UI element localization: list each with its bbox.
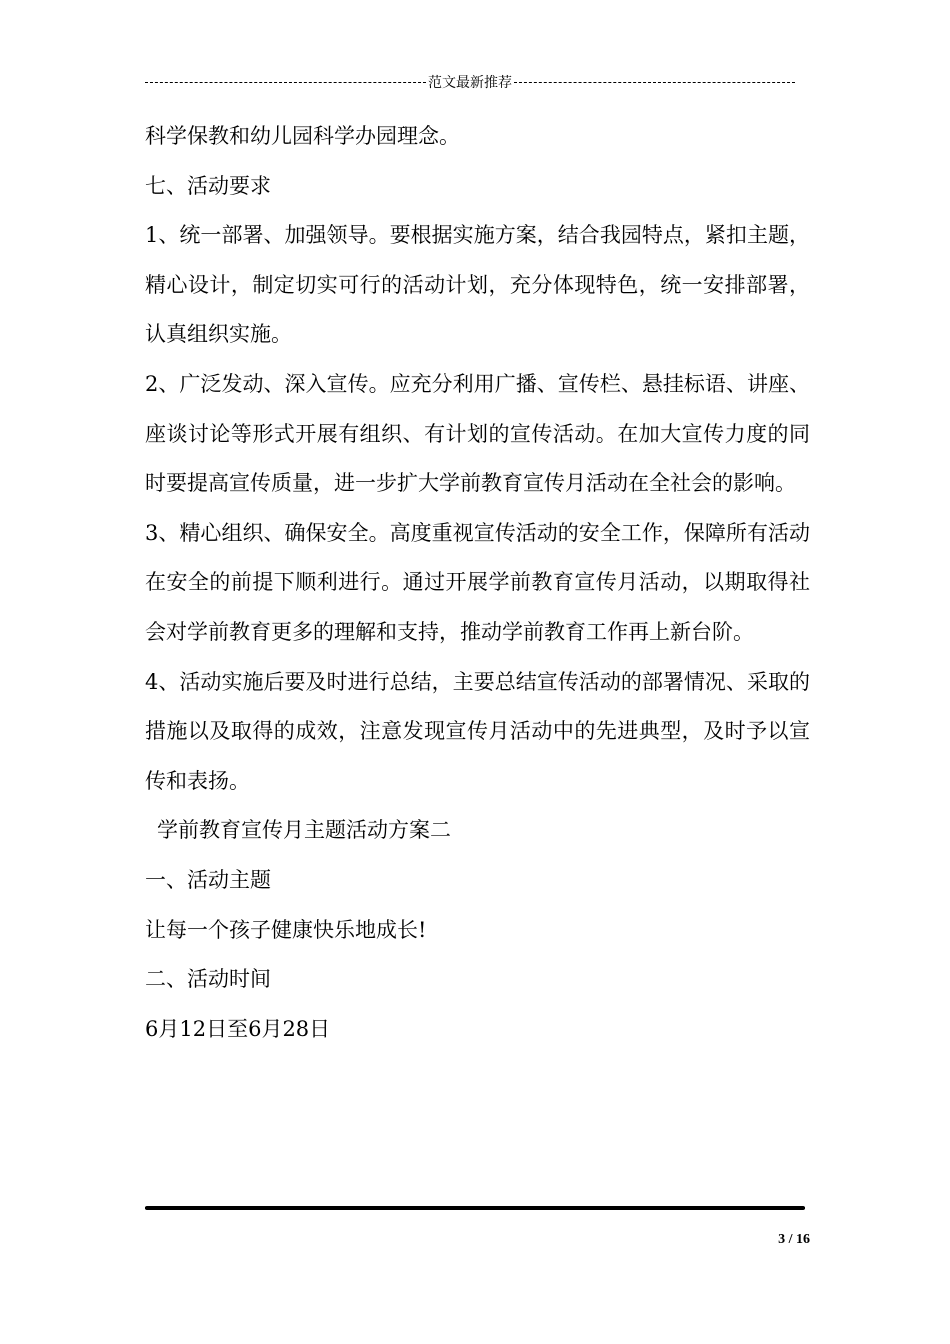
plan-two-title: 学前教育宣传月主题活动方案二 xyxy=(157,818,451,843)
paragraph-theme: 让每一个孩子健康快乐地成长! xyxy=(145,917,427,942)
header-dash-left xyxy=(145,82,426,83)
footer-rule xyxy=(145,1206,805,1210)
paragraph-requirement-2: 2、广泛发动、深入宣传。应充分利用广播、宣传栏、悬挂标语、讲座、座谈讨论等形式开展有组织、有计划的宣传活动。在加大宣传力度的同时要提高宣传质量，进一步扩大学前教育宣传月活动在全社会的影响。 xyxy=(145,371,810,496)
page-number: 3 / 16 xyxy=(778,1232,810,1247)
section-heading-time: 二、活动时间 xyxy=(145,967,271,992)
paragraph-time: 6月12日至6月28日 xyxy=(145,1016,331,1041)
paragraph-requirement-1: 1、统一部署、加强领导。要根据实施方案，结合我园特点，紧扣主题，精心设计，制定切实可行的活动计划，充分体现特色，统一安排部署，认真组织实施。 xyxy=(145,223,810,347)
paragraph-requirement-3: 3、精心组织、确保安全。高度重视宣传活动的安全工作，保障所有活动在安全的前提下顺利进行。通过开展学前教育宣传月活动，以期取得社会对学前教育更多的理解和支持，推动学前教育工作再上新台阶。 xyxy=(145,520,810,644)
page-header xyxy=(145,70,795,94)
section-heading-requirements: 七、活动要求 xyxy=(145,173,271,198)
document-body xyxy=(145,112,810,1054)
header-dash-right xyxy=(514,82,795,83)
paragraph-requirement-4: 4、活动实施后要及时进行总结，主要总结宣传活动的部署情况、采取的措施以及取得的成效，注意发现宣传月活动中的先进典型，及时予以宣传和表扬。 xyxy=(145,669,810,793)
section-heading-theme: 一、活动主题 xyxy=(145,867,271,892)
paragraph-continuation: 科学保教和幼儿园科学办园理念。 xyxy=(145,124,460,148)
header-label: 范文最新推荐 xyxy=(428,75,512,91)
